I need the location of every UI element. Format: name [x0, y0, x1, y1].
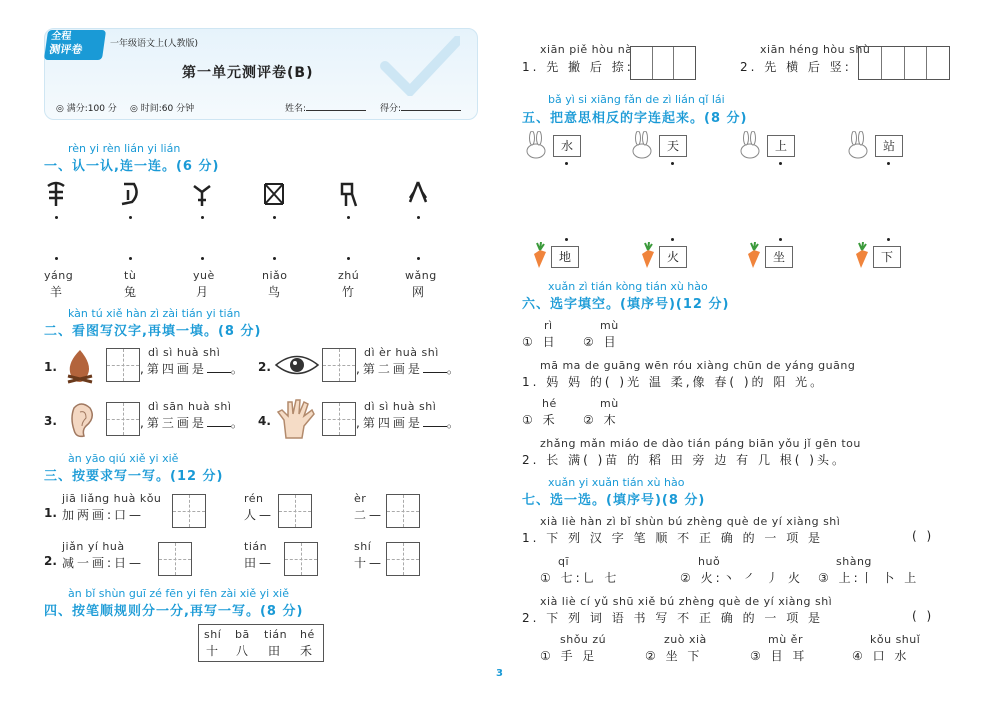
s2-py3: dì sān huà shì — [148, 400, 232, 413]
s4-char-3: 禾 — [300, 644, 316, 658]
s3-py4: jiǎn yí huà — [62, 540, 125, 553]
s2-text2: ,第二画是 。 — [356, 362, 462, 376]
s1-py-3: niǎo — [262, 269, 288, 282]
s1-pinyin: rèn yi rèn lián yi lián — [68, 142, 181, 155]
s1-py-2: yuè — [193, 269, 215, 282]
s6-q1-opt-0: ① 日 — [522, 335, 558, 349]
dot[interactable] — [565, 238, 568, 241]
answer-blank[interactable] — [423, 363, 447, 373]
ancient-net-glyph — [406, 180, 430, 211]
s7-q1-paren[interactable]: ( ) — [912, 529, 935, 543]
r-item1: 1. 先 撇 后 捺: — [522, 60, 634, 74]
dot[interactable] — [201, 257, 204, 260]
bottom-char-box: 下 — [873, 246, 901, 268]
s6-q1-opt-py-1: mù — [600, 319, 619, 332]
s4-title: 四、按笔顺规则分一分,再写一写。(8 分) — [44, 604, 304, 619]
stroke-grid-1[interactable] — [630, 46, 696, 80]
s5-pinyin: bǎ yì si xiāng fǎn de zì lián qǐ lái — [548, 93, 725, 106]
s2-pinyin: kàn tú xiě hàn zì zài tián yi tián — [68, 307, 241, 320]
s7-q1-opt-2: ③ 上:丨 卜 上 — [818, 571, 920, 585]
s4-py-2: tián — [264, 628, 288, 641]
checkmark-watermark — [380, 36, 460, 96]
write-box[interactable] — [278, 494, 312, 528]
bottom-char-box: 坐 — [765, 246, 793, 268]
s5-title: 五、把意思相反的字连起来。(8 分) — [522, 111, 748, 126]
s2-text1: ,第四画是 。 — [140, 362, 246, 376]
s4-py-3: hé — [300, 628, 315, 641]
write-box[interactable] — [322, 402, 356, 436]
write-box[interactable] — [386, 542, 420, 576]
s3-text1: 加两画:口— — [62, 508, 145, 522]
logo-top: 全程 — [50, 31, 72, 42]
write-box[interactable] — [386, 494, 420, 528]
s1-py-1: tù — [124, 269, 137, 282]
score-field[interactable]: 得分: — [380, 101, 461, 114]
rabbit-icon — [523, 131, 549, 162]
answer-blank[interactable] — [207, 363, 231, 373]
s7-q1: 1. 下 列 汉 字 笔 顺 不 正 确 的 一 项 是 — [522, 531, 824, 545]
s7-q1-opt-py-0: qī — [558, 555, 570, 568]
page-title: 第一单元测评卷(B) — [182, 65, 314, 81]
dot[interactable] — [347, 257, 350, 260]
s2-text3: ,第三画是 。 — [140, 416, 246, 430]
s3-py1: jiā liǎng huà kǒu — [62, 492, 162, 505]
top-char-box: 天 — [659, 135, 687, 157]
grade-label: 一年级语文上(人教版) — [110, 39, 199, 49]
s3-text2: 人— — [244, 508, 275, 522]
s3-py2: rén — [244, 492, 264, 505]
dot[interactable] — [887, 162, 890, 165]
time-limit: ◎ 时间:60 分钟 — [130, 104, 195, 114]
s4-pinyin: àn bǐ shùn guī zé fēn yi fēn zài xiě yi xiě — [68, 587, 290, 600]
ancient-sheep-glyph — [44, 180, 68, 211]
s7-q2-opt-1: ② 坐 下 — [645, 649, 703, 663]
dot[interactable] — [201, 216, 204, 219]
s4-py-0: shí — [204, 628, 222, 641]
s1-char-5: 网 — [412, 285, 428, 299]
answer-blank[interactable] — [423, 417, 447, 427]
s1-char-0: 羊 — [50, 285, 66, 299]
s7-q2-opt-2: ③ 目 耳 — [750, 649, 808, 663]
write-box[interactable] — [284, 542, 318, 576]
s7-q2-opt-0: ① 手 足 — [540, 649, 598, 663]
s6-q2-opt-py-0: hé — [542, 397, 557, 410]
dot[interactable] — [273, 257, 276, 260]
s3-text4: 减一画:日— — [62, 556, 145, 570]
dot[interactable] — [129, 257, 132, 260]
name-field[interactable]: 姓名: — [285, 101, 366, 114]
s2-n1: 1. — [44, 360, 57, 374]
s3-text6: 十— — [354, 556, 385, 570]
s7-pinyin: xuǎn yi xuǎn tián xù hào — [548, 476, 685, 489]
write-box[interactable] — [106, 348, 140, 382]
s7-q2-opt-py-2: mù ěr — [768, 633, 803, 646]
s7-q2-opt-py-0: shǒu zú — [560, 633, 607, 646]
s3-text5: 田— — [244, 556, 275, 570]
dot[interactable] — [779, 238, 782, 241]
s3-pinyin: àn yāo qiú xiě yi xiě — [68, 452, 179, 465]
s1-py-0: yáng — [44, 269, 74, 282]
s7-q2-py: xià liè cí yǔ shū xiě bú zhèng què de yí xiàng shì — [540, 595, 833, 608]
s7-q1-opt-py-1: huǒ — [698, 555, 721, 568]
s2-n2: 2. — [258, 360, 271, 374]
ancient-bird-glyph — [262, 180, 286, 211]
eye-icon — [274, 352, 320, 381]
s1-py-5: wǎng — [405, 269, 437, 282]
s7-q2-opt-py-3: kǒu shuǐ — [870, 633, 921, 646]
s1-char-3: 鸟 — [268, 285, 284, 299]
answer-blank[interactable] — [207, 417, 231, 427]
ancient-bamboo-glyph — [336, 180, 360, 211]
dot[interactable] — [779, 162, 782, 165]
s6-q2-opt-py-1: mù — [600, 397, 619, 410]
dot[interactable] — [273, 216, 276, 219]
s6-pinyin: xuǎn zì tián kòng tián xù hào — [548, 280, 708, 293]
s2-py2: dì èr huà shì — [364, 346, 439, 359]
s2-title: 二、看图写汉字,再填一填。(8 分) — [44, 324, 262, 339]
s6-q2-opt-1: ② 木 — [583, 413, 619, 427]
s1-title: 一、认一认,连一连。(6 分) — [44, 159, 220, 174]
s4-char-1: 八 — [236, 644, 252, 658]
s1-char-2: 月 — [196, 285, 212, 299]
brand-logo — [44, 30, 106, 60]
logo-bottom: 测评卷 — [48, 43, 84, 56]
s3-py5: tián — [244, 540, 268, 553]
rabbit-icon — [629, 131, 655, 162]
dot[interactable] — [129, 216, 132, 219]
ancient-moon-glyph — [190, 180, 214, 211]
s3-text3: 二— — [354, 508, 385, 522]
write-box[interactable] — [172, 494, 206, 528]
s1-py-4: zhú — [338, 269, 360, 282]
s6-q2: 2. 长 满( )苗 的 稻 田 旁 边 有 几 根( )头。 — [522, 453, 847, 467]
r-item2-py: xiān héng hòu shù — [760, 43, 871, 56]
s6-q1-opt-1: ② 目 — [583, 335, 619, 349]
dot[interactable] — [55, 257, 58, 260]
s6-q1: 1. 妈 妈 的( )光 温 柔,像 春( )的 阳 光。 — [522, 375, 826, 389]
page-number: 3 — [496, 668, 503, 679]
carrot-icon — [745, 242, 763, 273]
dot[interactable] — [565, 162, 568, 165]
dot[interactable] — [671, 238, 674, 241]
stroke-grid-2[interactable] — [858, 46, 950, 80]
full-score: ◎ 满分:100 分 — [56, 104, 117, 114]
hand-icon — [274, 398, 318, 443]
dot[interactable] — [417, 257, 420, 260]
dot[interactable] — [671, 162, 674, 165]
s4-py-1: bā — [235, 628, 250, 641]
top-char-box: 站 — [875, 135, 903, 157]
s2-py1: dì sì huà shì — [148, 346, 221, 359]
s6-q2-opt-0: ① 禾 — [522, 413, 558, 427]
carrot-icon — [531, 242, 549, 273]
s4-char-2: 田 — [268, 644, 284, 658]
fire-icon — [62, 348, 98, 387]
write-box[interactable] — [322, 348, 356, 382]
top-char-box: 水 — [553, 135, 581, 157]
rabbit-icon — [845, 131, 871, 162]
ancient-rabbit-glyph — [118, 180, 142, 211]
radio-icon: ◎ — [56, 104, 67, 114]
s6-q2-py: zhǎng mǎn miáo de dào tián páng biān yǒu jǐ gēn tou — [540, 437, 861, 450]
s3-n2: 2. — [44, 554, 57, 568]
s2-n3: 3. — [44, 414, 57, 428]
s7-q2-opt-3: ④ 口 水 — [852, 649, 910, 663]
s7-title: 七、选一选。(填序号)(8 分) — [522, 493, 706, 508]
radio-icon: ◎ — [130, 104, 141, 114]
dot[interactable] — [417, 216, 420, 219]
s3-py3: èr — [354, 492, 367, 505]
bottom-char-box: 地 — [551, 246, 579, 268]
s1-char-4: 竹 — [342, 285, 358, 299]
ear-icon — [66, 400, 96, 443]
s7-q2-opt-py-1: zuò xià — [664, 633, 707, 646]
s7-q1-opt-1: ② 火:丶 ㇒ 丿 火 — [680, 571, 804, 585]
s2-text4: ,第四画是 。 — [356, 416, 462, 430]
write-box[interactable] — [106, 402, 140, 436]
s6-q1-py: mā ma de guāng wēn róu xiàng chūn de yáng guāng — [540, 359, 856, 372]
s7-q2-paren[interactable]: ( ) — [912, 609, 935, 623]
s3-title: 三、按要求写一写。(12 分) — [44, 469, 224, 484]
r-item2: 2. 先 横 后 竖: — [740, 60, 852, 74]
dot[interactable] — [55, 216, 58, 219]
write-box[interactable] — [158, 542, 192, 576]
dot[interactable] — [347, 216, 350, 219]
s7-q2: 2. 下 列 词 语 书 写 不 正 确 的 一 项 是 — [522, 611, 824, 625]
top-char-box: 上 — [767, 135, 795, 157]
s7-q1-py: xià liè hàn zì bǐ shùn bú zhèng què de yí xiàng shì — [540, 515, 841, 528]
carrot-icon — [853, 242, 871, 273]
bottom-char-box: 火 — [659, 246, 687, 268]
rabbit-icon — [737, 131, 763, 162]
r-item1-py: xiān piě hòu nà — [540, 43, 633, 56]
s7-q1-opt-0: ① 七:乚 七 — [540, 571, 620, 585]
s2-py4: dì sì huà shì — [364, 400, 437, 413]
s4-char-0: 十 — [206, 644, 222, 658]
dot[interactable] — [887, 238, 890, 241]
carrot-icon — [639, 242, 657, 273]
s3-py6: shí — [354, 540, 372, 553]
s1-char-1: 兔 — [124, 285, 140, 299]
s6-title: 六、选字填空。(填序号)(12 分) — [522, 297, 730, 312]
s7-q1-opt-py-2: shàng — [836, 555, 872, 568]
s3-n1: 1. — [44, 506, 57, 520]
s2-n4: 4. — [258, 414, 271, 428]
s6-q1-opt-py-0: rì — [544, 319, 553, 332]
